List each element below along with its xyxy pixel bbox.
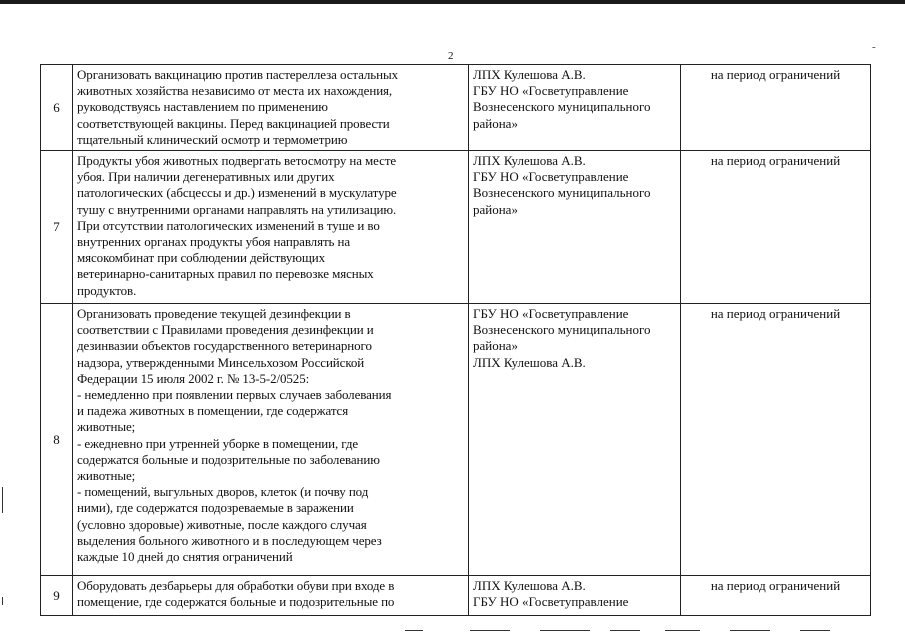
scan-edge-mark	[2, 597, 3, 605]
scan-edge-mark	[2, 487, 3, 513]
measure-text-line: животных хозяйства независимо от места их нахождения,	[77, 83, 393, 99]
responsible-text-line: ЛПХ Кулешова А.В.	[473, 67, 586, 82]
table-row	[41, 304, 871, 576]
measure-text-line: выделения больного животного и в последующем через	[77, 532, 382, 548]
deadline: на период ограничений	[681, 151, 871, 304]
measure-text-line: соответствующей вакцины. Перед вакцинацией провести	[77, 115, 390, 131]
measure-text-line: - ежедневно при утренней уборке в помещении, где	[77, 435, 359, 451]
responsible-text-line: Вознесенского муниципального	[473, 99, 651, 115]
responsible-text-line: ЛПХ Кулешова А.В.	[473, 153, 586, 168]
responsible-text-line: района»	[473, 201, 518, 217]
measures-table	[40, 64, 871, 616]
responsible-text-line: Вознесенского муниципального	[473, 322, 651, 338]
responsible-text-line: района»	[473, 338, 518, 354]
responsible-text-line: ГБУ НО «Госветуправление	[473, 169, 629, 185]
measure-description	[73, 151, 469, 304]
corner-mark: -	[872, 41, 876, 53]
scan-bottom-mark	[405, 630, 423, 631]
measure-text-line: животные;	[77, 468, 136, 484]
responsible-text-line: ГБУ НО «Госветуправление	[473, 594, 629, 610]
responsible-text-line: ЛПХ Кулешова А.В.	[473, 578, 586, 593]
measure-text-line: Организовать вакцинацию против пастереллеза остальных	[77, 67, 399, 82]
measure-text-line: тщательный клинический осмотр и термометрию	[77, 131, 348, 147]
measure-text-line: (условно здоровые) животные, после каждого случая	[77, 516, 367, 532]
table-row	[41, 576, 871, 616]
measure-description	[73, 304, 469, 576]
measure-text-line: патологических (абсцессы и др.) изменений в мускулатуре	[77, 185, 397, 201]
measure-text-line: Организовать проведение текущей дезинфекции в	[77, 306, 351, 321]
measure-text-line: Федерации 15 июля 2002 г. № 13-5-2/0525:	[77, 370, 310, 386]
scan-bottom-mark	[470, 630, 510, 631]
responsible-party	[469, 576, 681, 616]
measure-text-line: продуктов.	[77, 282, 137, 298]
measure-text-line: Оборудовать дезбарьеры для обработки обуви при входе в	[77, 578, 395, 593]
deadline: на период ограничений	[681, 304, 871, 576]
row-number: 7	[41, 151, 73, 304]
responsible-party	[469, 151, 681, 304]
deadline: на период ограничений	[681, 576, 871, 616]
measure-text-line: - помещений, выгульных дворов, клеток (и почву под	[77, 484, 369, 500]
measure-text-line: дезинвазии объектов государственного ветеринарного	[77, 338, 372, 354]
table-row	[41, 65, 871, 151]
responsible-text-line: Вознесенского муниципального	[473, 185, 651, 201]
responsible-text-line: ГБУ НО «Госветуправление	[473, 83, 629, 99]
measure-text-line: внутренних органах продукты убоя направлять на	[77, 234, 351, 250]
row-number: 8	[41, 304, 73, 576]
measure-text-line: тушу с внутренними органами направлять на утилизацию.	[77, 201, 397, 217]
measure-text-line: руководствуясь наставлением по применению	[77, 99, 328, 115]
row-number: 9	[41, 576, 73, 616]
responsible-text-line: района»	[473, 115, 518, 131]
measure-text-line: надзора, утвержденными Минсельхозом Российской	[77, 354, 365, 370]
responsible-party	[469, 65, 681, 151]
measure-text-line: и падежа животных в помещении, где содержатся	[77, 403, 349, 419]
measure-text-line: мясокомбинат при соблюдении действующих	[77, 250, 326, 266]
measure-text-line: ветеринарно-санитарных правил по перевозке мясных	[77, 266, 374, 282]
measure-text-line: помещение, где содержатся больные и подозрительные по	[77, 594, 395, 610]
measure-text-line: содержатся больные и подозрительные по заболеванию	[77, 451, 380, 467]
measure-text-line: каждые 10 дней до снятия ограничений	[77, 549, 293, 565]
measure-text-line: При отсутствии патологических изменений в туше и во	[77, 217, 380, 233]
responsible-text-line: ЛПХ Кулешова А.В.	[473, 354, 586, 370]
responsible-party	[469, 304, 681, 576]
measure-text-line: животные;	[77, 419, 136, 435]
measure-text-line: соответствии с Правилами проведения дезинфекции и	[77, 322, 374, 338]
deadline: на период ограничений	[681, 65, 871, 151]
scan-bottom-mark	[800, 630, 830, 631]
table-row	[41, 151, 871, 304]
row-number: 6	[41, 65, 73, 151]
measure-text-line: Продукты убоя животных подвергать ветосмотру на месте	[77, 153, 397, 168]
measure-text-line: - немедленно при появлении первых случаев заболевания	[77, 387, 392, 403]
scan-bottom-mark	[665, 630, 700, 631]
responsible-text-line: ГБУ НО «Госветуправление	[473, 306, 629, 321]
measure-description	[73, 576, 469, 616]
measure-text-line: убоя. При наличии дегенеративных или других	[77, 169, 335, 185]
scan-top-edge	[0, 0, 905, 4]
measure-description	[73, 65, 469, 151]
page-number: 2	[448, 50, 454, 62]
measure-text-line: ними), где содержатся подозреваемые в заражении	[77, 500, 354, 516]
scan-bottom-mark	[730, 630, 770, 631]
scan-bottom-mark	[540, 630, 590, 631]
scan-bottom-mark	[610, 630, 640, 631]
